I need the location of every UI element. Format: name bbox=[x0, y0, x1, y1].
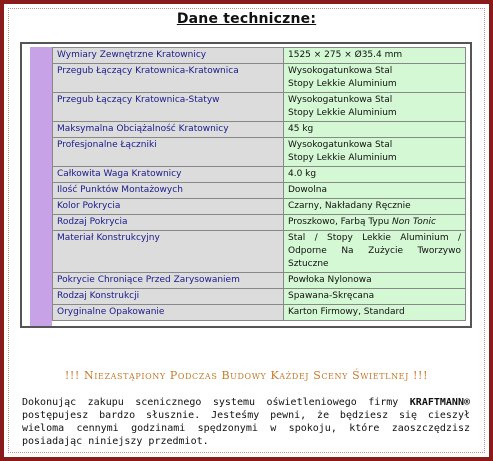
spec-row bbox=[53, 48, 466, 64]
page-title: Dane techniczne: bbox=[176, 11, 317, 27]
spec-label: Maksymalna Obciążalność Kratownicy bbox=[53, 122, 284, 138]
spec-value-line: Proszkowo, Farbą Typu bbox=[288, 217, 393, 227]
spec-value-line: Wysokogatunkowa Stal bbox=[288, 140, 393, 150]
spec-value bbox=[284, 48, 466, 64]
paragraph-text-start: Dokonując zakupu scenicznego systemu oświetleniowego firmy bbox=[22, 397, 410, 408]
spec-row bbox=[53, 183, 466, 199]
spec-value bbox=[284, 289, 466, 305]
spec-value-line: Stopy Lekkie Aluminium bbox=[288, 79, 397, 89]
spec-row bbox=[53, 215, 466, 231]
spec-value-line: Wysokogatunkowa Stal bbox=[288, 95, 393, 105]
spec-label: Ilość Punktów Montażowych bbox=[53, 183, 284, 199]
brand-name: KRAFTMANN® bbox=[409, 397, 470, 408]
description-paragraph bbox=[22, 396, 470, 448]
spec-row bbox=[53, 273, 466, 289]
spec-value bbox=[284, 167, 466, 183]
spec-label: Rodzaj Pokrycia bbox=[53, 215, 284, 231]
spec-row bbox=[53, 122, 466, 138]
spec-value-line: Karton Firmowy, Standard bbox=[288, 307, 405, 317]
spec-value-line: Stal / Stopy Lekkie Aluminium / Odporne Na Zużycie Tworzywo Sztuczne bbox=[288, 233, 461, 269]
spec-value bbox=[284, 305, 466, 321]
spec-label: Materiał Konstrukcyjny bbox=[53, 231, 284, 273]
spec-value-line: Wysokogatunkowa Stal bbox=[288, 66, 393, 76]
spec-value-line: Dowolna bbox=[288, 185, 328, 195]
spec-value bbox=[284, 122, 466, 138]
spec-table-box bbox=[20, 42, 472, 328]
spec-value bbox=[284, 138, 466, 167]
spec-value-line: Czarny, Nakładany Ręcznie bbox=[288, 201, 411, 211]
spec-row bbox=[53, 167, 466, 183]
spec-row bbox=[53, 231, 466, 273]
spec-value-line: Powłoka Nylonowa bbox=[288, 275, 372, 285]
spec-label: Profesjonalne Łączniki bbox=[53, 138, 284, 167]
slogan: !!! Niezastąpiony Podczas Budowy Każdej Sceny Świetlnej !!! bbox=[64, 369, 429, 382]
spec-value bbox=[284, 231, 466, 273]
spec-label: Przegub Łączący Kratownica-Statyw bbox=[53, 93, 284, 122]
spec-label: Przegub Łączący Kratownica-Kratownica bbox=[53, 64, 284, 93]
spec-value bbox=[284, 183, 466, 199]
spec-value bbox=[284, 273, 466, 289]
spec-value-line: 4.0 kg bbox=[288, 169, 317, 179]
spec-value bbox=[284, 215, 466, 231]
spec-value-italic: Non Tonic bbox=[392, 217, 436, 227]
spec-value-line: Stopy Lekkie Aluminium bbox=[288, 153, 397, 163]
spec-value bbox=[284, 199, 466, 215]
spec-row bbox=[53, 93, 466, 122]
spec-label: Oryginalne Opakowanie bbox=[53, 305, 284, 321]
spec-row bbox=[53, 64, 466, 93]
paragraph-text-end: postępujesz bardzo słusznie. Jesteśmy pewni, że będziesz się cieszył wieloma cennymi godzinami spędzonymi w spokoju, które zaoszczędzisz posiadając niniejszy przedmiot. bbox=[22, 410, 470, 447]
accent-bar bbox=[30, 47, 52, 326]
spec-value bbox=[284, 93, 466, 122]
spec-table bbox=[52, 47, 466, 321]
spec-value-line: Stopy Lekkie Aluminium bbox=[288, 108, 397, 118]
spec-value-line: 1525 × 275 × Ø35.4 mm bbox=[288, 50, 403, 60]
spec-label: Kolor Pokrycia bbox=[53, 199, 284, 215]
spec-value bbox=[284, 64, 466, 93]
spec-label: Wymiary Zewnętrzne Kratownicy bbox=[53, 48, 284, 64]
spec-row bbox=[53, 289, 466, 305]
spec-row bbox=[53, 305, 466, 321]
spec-label: Rodzaj Konstrukcji bbox=[53, 289, 284, 305]
spec-label: Całkowita Waga Kratownicy bbox=[53, 167, 284, 183]
spec-value-line: Spawana-Skręcana bbox=[288, 291, 375, 301]
spec-value-line: 45 kg bbox=[288, 124, 314, 134]
spec-row bbox=[53, 138, 466, 167]
spec-label: Pokrycie Chroniące Przed Zarysowaniem bbox=[53, 273, 284, 289]
spec-row bbox=[53, 199, 466, 215]
